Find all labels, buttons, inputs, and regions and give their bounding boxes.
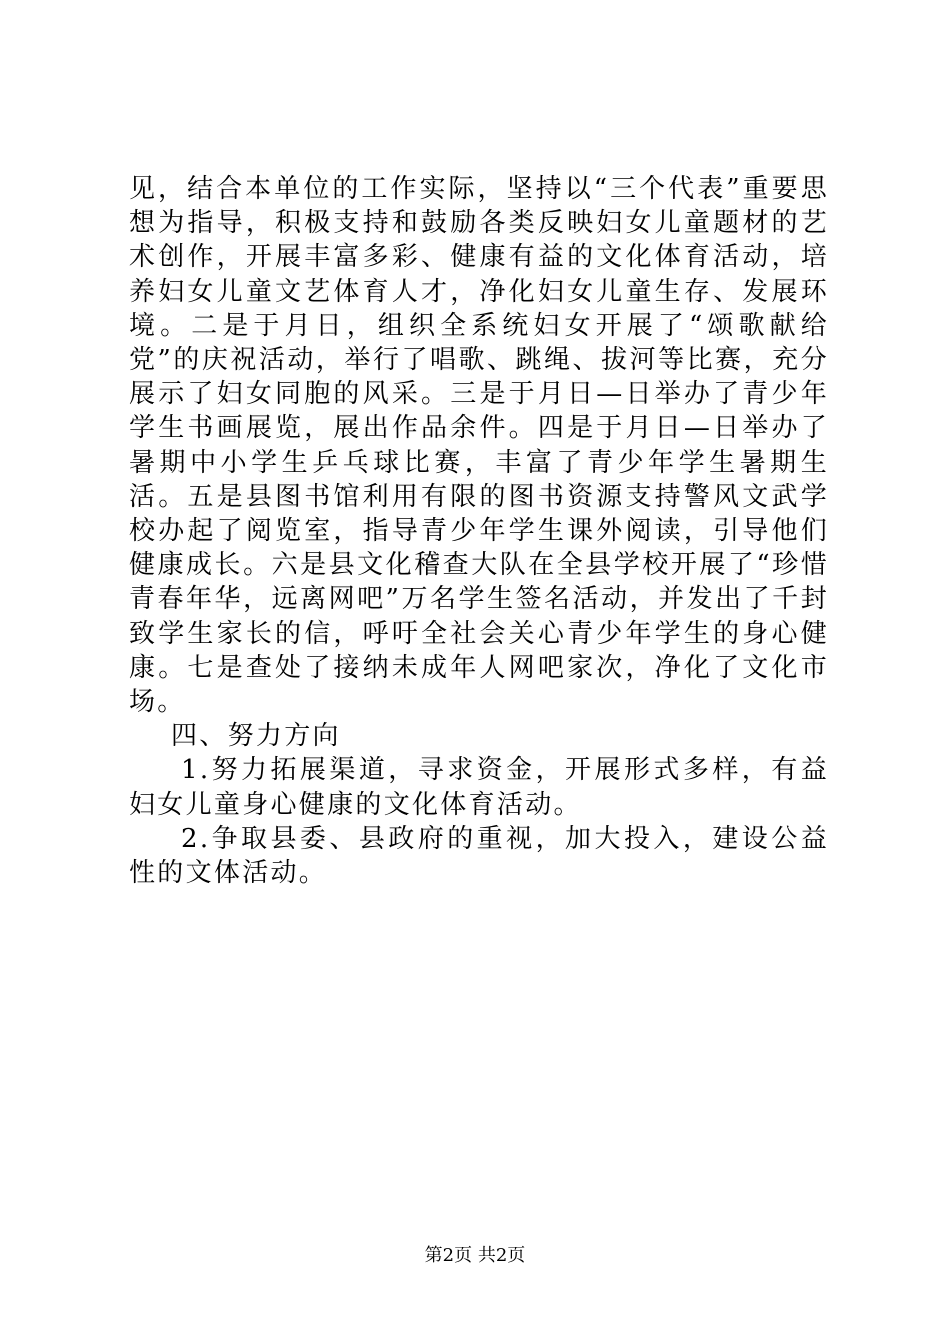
list-item-2: 2.争取县委、县政府的重视，加大投入，建设公益性的文体活动。 (129, 823, 829, 889)
body-paragraph: 见，结合本单位的工作实际，坚持以“三个代表”重要思想为指导，积极支持和鼓励各类反映妇女儿童题材的艺术创作，开展丰富多彩、健康有益的文化体育活动，培养妇女儿童文艺体育人才，净化妇女儿童生存、发展环境。二是于月日，组织全系统妇女开展了“颂歌献给党”的庆祝活动，举行了唱歌、跳绳、拔河等比赛，充分展示了妇女同胞的风采。三是于月日—日举办了青少年学生书画展览，展出作品余件。四是于月日—日举办了暑期中小学生乒乓球比赛，丰富了青少年学生暑期生活。五是县图书馆利用有限的图书资源支持警风文武学校办起了阅览室，指导青少年学生课外阅读，引导他们健康成长。六是县文化稽查大队在全县学校开展了“珍惜青春年华，远离网吧”万名学生签名活动，并发出了千封致学生家长的信，呼吁全社会关心青少年学生的身心健康。七是查处了接纳未成年人网吧家次，净化了文化市场。 (129, 174, 829, 718)
page-number: 第2页 共2页 (424, 1245, 526, 1266)
list-item-1: 1.努力拓展渠道，寻求资金，开展形式多样，有益妇女儿童身心健康的文化体育活动。 (129, 755, 829, 820)
section-heading: 四、努力方向 (171, 721, 341, 752)
document-body (129, 172, 829, 890)
page-footer (0, 1244, 950, 1268)
